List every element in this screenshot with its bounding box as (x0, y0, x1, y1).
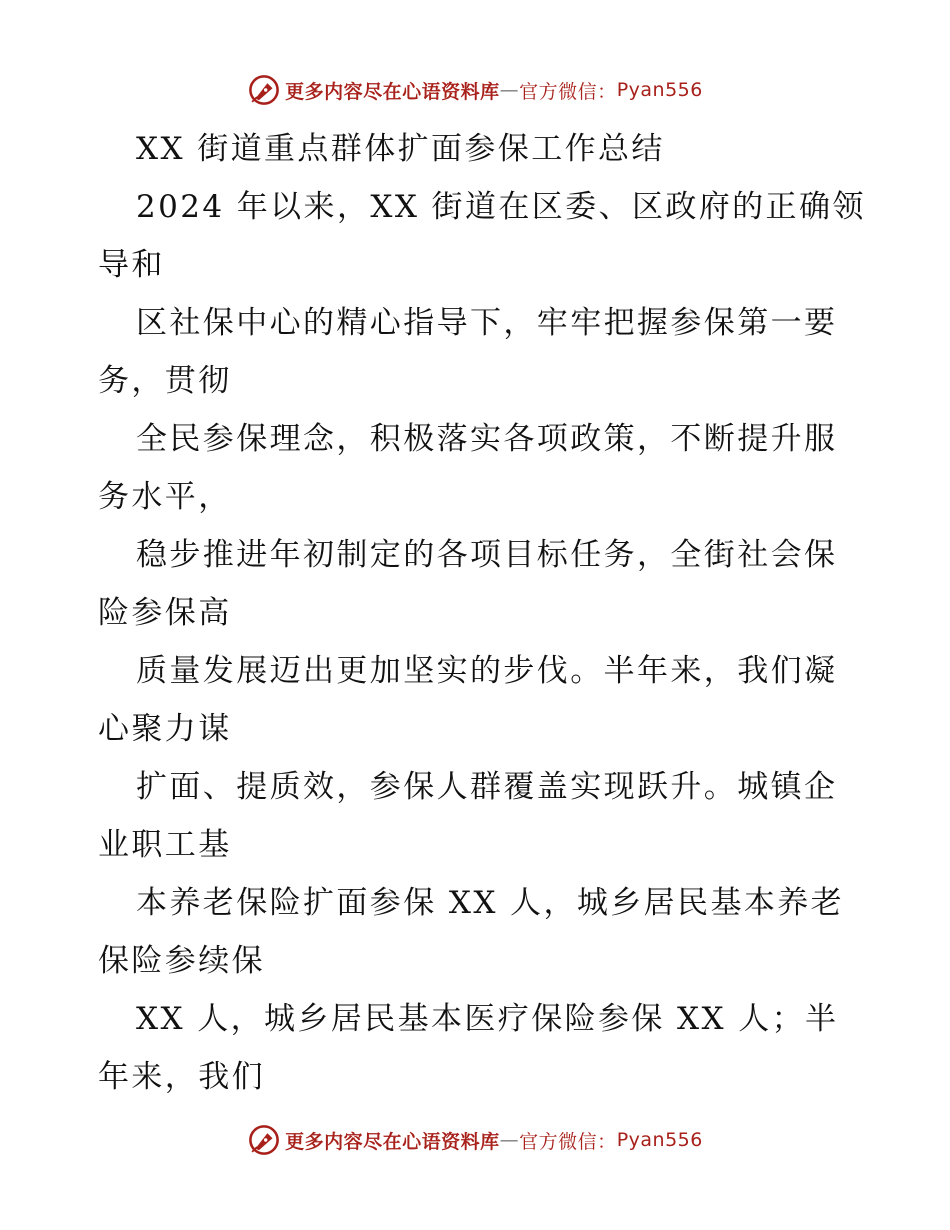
text-line: 险参保高 (98, 595, 232, 631)
document-title: XX 街道重点群体扩面参保工作总结 (136, 131, 665, 167)
text-line: 全民参保理念，积极落实各项政策，不断提升服 (136, 421, 838, 457)
text-line: 本养老保险扩面参保 XX 人，城乡居民基本养老 (136, 885, 845, 921)
text-line: 导和 (98, 247, 165, 283)
watermark-main-text: 更多内容尽在心语资料库 (285, 1130, 500, 1153)
watermark-dash: — (499, 79, 520, 101)
pen-nib-logo-icon (247, 1123, 281, 1157)
pen-nib-logo-icon (247, 73, 281, 107)
text-line: 稳步推进年初制定的各项目标任务，全街社会保 (136, 537, 838, 573)
watermark-wechat-id: Pyan556 (616, 79, 703, 101)
text-line: 区社保中心的精心指导下，牢牢把握参保第一要 (136, 305, 838, 341)
footer-watermark (0, 1120, 950, 1160)
text-line: 务，贯彻 (98, 363, 232, 399)
watermark-wechat-label: 官方微信： (519, 80, 617, 103)
text-line: 务水平， (98, 479, 232, 515)
document-body (98, 120, 866, 1106)
watermark-wechat-id: Pyan556 (616, 1129, 703, 1151)
text-line: 业职工基 (98, 827, 232, 863)
text-line: XX 人，城乡居民基本医疗保险参保 XX 人；半 (136, 1001, 839, 1037)
text-line: 2024 年以来，XX 街道在区委、区政府的正确领 (136, 189, 866, 225)
text-line: 心聚力谋 (98, 711, 232, 747)
text-line: 年来，我们 (98, 1059, 265, 1095)
text-line: 扩面、提质效，参保人群覆盖实现跃升。城镇企 (136, 769, 838, 805)
header-watermark (0, 70, 950, 110)
text-line: 质量发展迈出更加坚实的步伐。半年来，我们凝 (136, 653, 838, 689)
watermark-main-text: 更多内容尽在心语资料库 (285, 80, 500, 103)
watermark-dash: — (499, 1129, 520, 1151)
text-line: 保险参续保 (98, 943, 265, 979)
watermark-wechat-label: 官方微信： (519, 1130, 617, 1153)
